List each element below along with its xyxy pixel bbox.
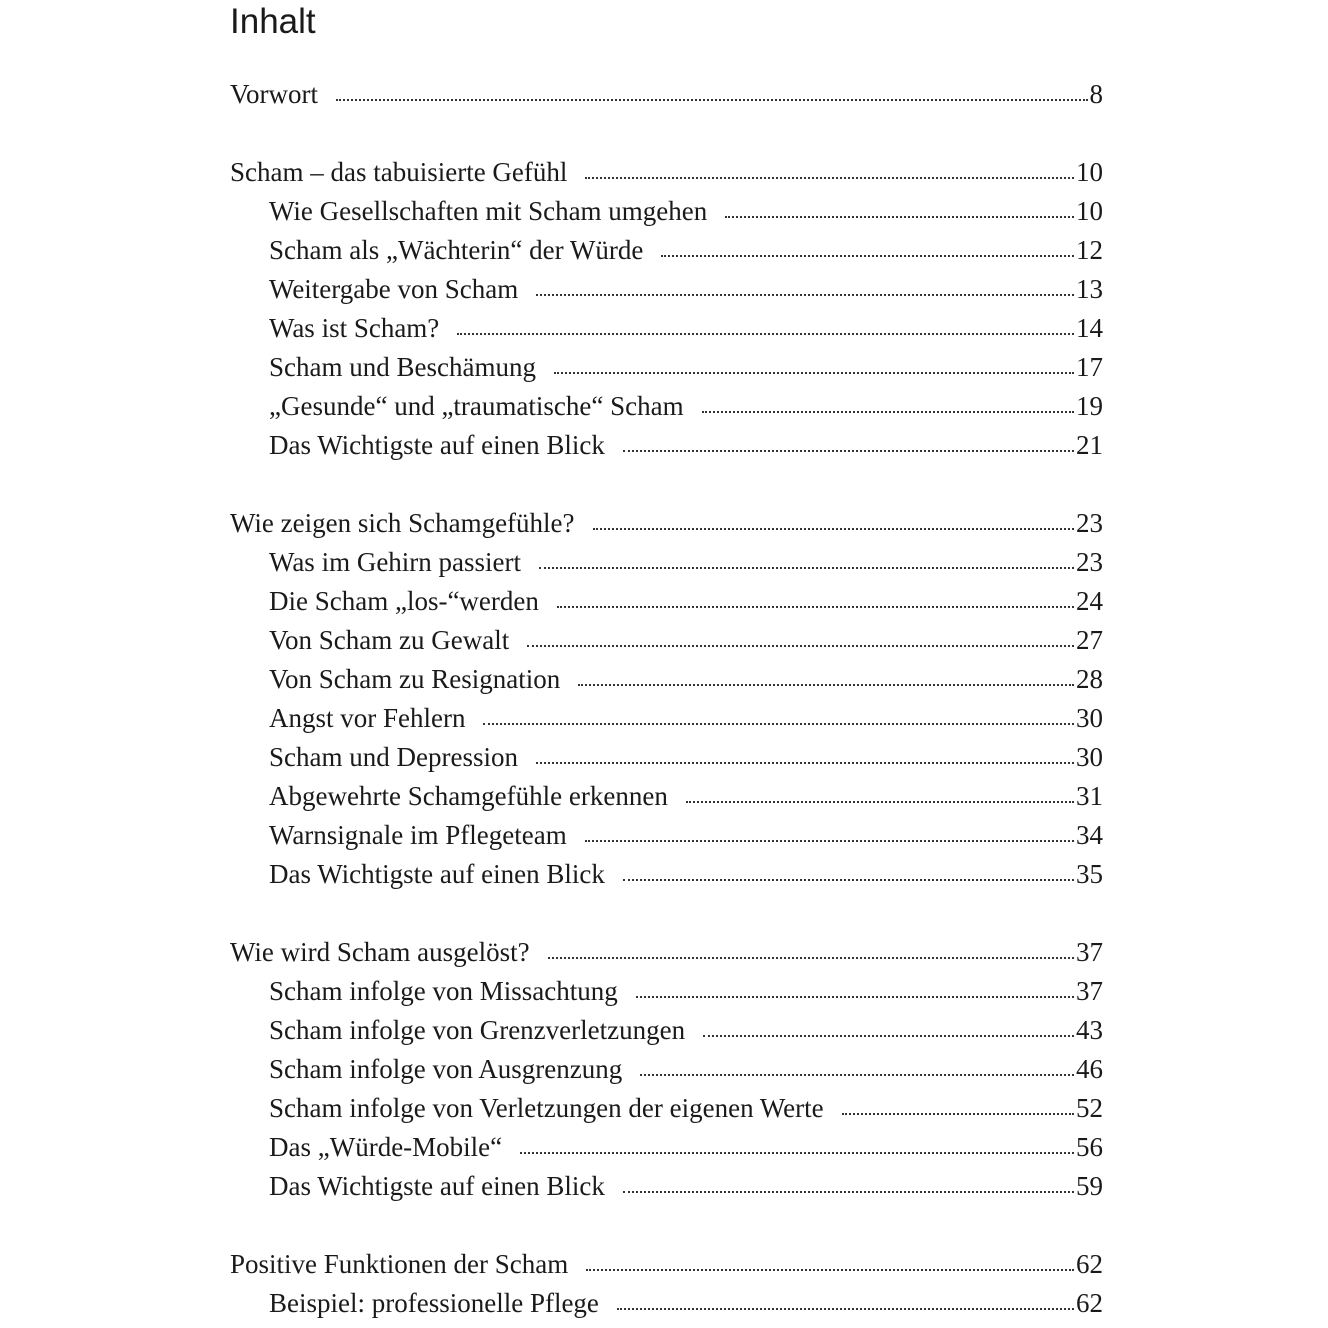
- dot-leader: [585, 175, 1074, 179]
- dot-leader: [623, 1189, 1074, 1193]
- toc-section-entry[interactable]: [230, 625, 1103, 664]
- dot-leader: [586, 1267, 1074, 1271]
- toc-page-number: 8: [1089, 79, 1103, 109]
- dot-leader: [702, 409, 1074, 413]
- toc-page-number: 37: [1076, 937, 1103, 967]
- toc-page-number: 30: [1076, 742, 1103, 772]
- dot-leader: [527, 643, 1074, 647]
- toc-section-entry[interactable]: [230, 742, 1103, 781]
- toc-page-number: 27: [1076, 625, 1103, 655]
- toc-section-entry[interactable]: [230, 781, 1103, 820]
- toc-section-entry[interactable]: [230, 703, 1103, 742]
- toc-entry-label: Das Wichtigste auf einen Blick: [269, 430, 605, 460]
- toc-page-number: 56: [1076, 1132, 1103, 1162]
- toc-page-number: 31: [1076, 781, 1103, 811]
- toc-chapter-entry[interactable]: [230, 508, 1103, 547]
- toc-section-entry[interactable]: [230, 1132, 1103, 1171]
- toc-page-number: 34: [1076, 820, 1103, 850]
- toc-entry-label: Warnsignale im Pflegeteam: [269, 820, 567, 850]
- toc-section-entry[interactable]: [230, 820, 1103, 859]
- toc-section-entry[interactable]: [230, 1015, 1103, 1054]
- dot-leader: [636, 994, 1074, 998]
- toc-entry-label: Beispiel: professionelle Pflege: [269, 1288, 599, 1318]
- toc-section-entry[interactable]: [230, 352, 1103, 391]
- toc-page-number: 23: [1076, 508, 1103, 538]
- toc-page-number: 37: [1076, 976, 1103, 1006]
- toc-entry-label: Scham infolge von Grenzverletzungen: [269, 1015, 686, 1045]
- toc-section-entry[interactable]: [230, 235, 1103, 274]
- toc-page-number: 35: [1076, 859, 1103, 889]
- dot-leader: [578, 682, 1074, 686]
- dot-leader: [703, 1033, 1074, 1037]
- toc-section-entry[interactable]: [230, 196, 1103, 235]
- dot-leader: [336, 97, 1087, 101]
- toc-page-number: 24: [1076, 586, 1103, 616]
- toc-entry-label: Von Scham zu Resignation: [269, 664, 561, 694]
- dot-leader: [539, 565, 1074, 569]
- toc-page-number: 52: [1076, 1093, 1103, 1123]
- toc-entry-label: Das Wichtigste auf einen Blick: [269, 859, 605, 889]
- toc-page-number: 28: [1076, 664, 1103, 694]
- toc-entry-label: Abgewehrte Schamgefühle erkennen: [269, 781, 668, 811]
- toc-page-number: 59: [1076, 1171, 1103, 1201]
- toc-section-entry[interactable]: [230, 1093, 1103, 1132]
- toc-page-number: 62: [1076, 1249, 1103, 1279]
- toc-entry-label: Das „Würde-Mobile“: [269, 1132, 503, 1162]
- toc-entry-label: Scham infolge von Verletzungen der eigenen Werte: [269, 1093, 824, 1123]
- toc-section-entry[interactable]: [230, 313, 1103, 352]
- toc-entry-label: Scham – das tabuisierte Gefühl: [230, 157, 568, 187]
- toc-page-number: 62: [1076, 1288, 1103, 1318]
- page-title: Inhalt: [230, 2, 316, 41]
- dot-leader: [520, 1150, 1074, 1154]
- toc-section-entry[interactable]: [230, 586, 1103, 625]
- toc-entry-label: Von Scham zu Gewalt: [269, 625, 510, 655]
- dot-leader: [536, 760, 1074, 764]
- toc-page-number: 10: [1076, 196, 1103, 226]
- dot-leader: [483, 721, 1074, 725]
- toc-entry-label: Weitergabe von Scham: [269, 274, 519, 304]
- toc-section-entry[interactable]: [230, 1171, 1103, 1210]
- toc-entry-label: „Gesunde“ und „traumatische“ Scham: [269, 391, 684, 421]
- toc-entry-label: Scham und Beschämung: [269, 352, 536, 382]
- toc-section-entry[interactable]: [230, 391, 1103, 430]
- toc-entry-label: Die Scham „los-“werden: [269, 586, 539, 616]
- toc-entry-label: Wie Gesellschaften mit Scham umgehen: [269, 196, 708, 226]
- toc-page-number: 30: [1076, 703, 1103, 733]
- dot-leader: [661, 253, 1074, 257]
- toc-entry-label: Was ist Scham?: [269, 313, 440, 343]
- dot-leader: [548, 955, 1074, 959]
- dot-leader: [725, 214, 1074, 218]
- toc-section-entry[interactable]: [230, 664, 1103, 703]
- toc-page-number: 13: [1076, 274, 1103, 304]
- toc-section-entry[interactable]: [230, 430, 1103, 469]
- toc-chapter-entry[interactable]: [230, 937, 1103, 976]
- dot-leader: [842, 1111, 1074, 1115]
- toc-page-number: 46: [1076, 1054, 1103, 1084]
- dot-leader: [623, 448, 1074, 452]
- toc-entry-label: Angst vor Fehlern: [269, 703, 466, 733]
- toc-section-entry[interactable]: [230, 976, 1103, 1015]
- toc-page-number: 43: [1076, 1015, 1103, 1045]
- dot-leader: [640, 1072, 1074, 1076]
- toc-entry-label: Scham und Depression: [269, 742, 518, 772]
- toc-section-entry[interactable]: [230, 859, 1103, 898]
- dot-leader: [593, 526, 1074, 530]
- toc-page-number: 17: [1076, 352, 1103, 382]
- toc-entry-label: Positive Funktionen der Scham: [230, 1249, 569, 1279]
- toc-entry-label: Wie zeigen sich Schamgefühle?: [230, 508, 575, 538]
- toc-entry-label: Das Wichtigste auf einen Blick: [269, 1171, 605, 1201]
- dot-leader: [557, 604, 1074, 608]
- toc-page-number: 23: [1076, 547, 1103, 577]
- toc-entry-label: Scham infolge von Missachtung: [269, 976, 618, 1006]
- toc-entry-label: Scham als „Wächterin“ der Würde: [269, 235, 644, 265]
- dot-leader: [457, 331, 1074, 335]
- toc-section-entry[interactable]: [230, 1288, 1103, 1327]
- dot-leader: [554, 370, 1074, 374]
- toc-page-number: 19: [1076, 391, 1103, 421]
- toc-chapter-entry[interactable]: [230, 1249, 1103, 1288]
- dot-leader: [617, 1306, 1074, 1310]
- toc-page-number: 10: [1076, 157, 1103, 187]
- toc-page-number: 12: [1076, 235, 1103, 265]
- toc-section-entry[interactable]: [230, 1054, 1103, 1093]
- toc-entry-label: Scham infolge von Ausgrenzung: [269, 1054, 623, 1084]
- toc-chapter-entry[interactable]: [230, 157, 1103, 196]
- dot-leader: [536, 292, 1074, 296]
- toc-entry-label: Was im Gehirn passiert: [269, 547, 522, 577]
- toc-entry-label: Vorwort: [230, 79, 319, 109]
- dot-leader: [585, 838, 1074, 842]
- dot-leader: [686, 799, 1074, 803]
- toc-entry-label: Wie wird Scham ausgelöst?: [230, 937, 530, 967]
- toc-page-number: 14: [1076, 313, 1103, 343]
- toc-section-entry[interactable]: [230, 274, 1103, 313]
- table-of-contents: [230, 79, 1103, 1327]
- dot-leader: [623, 877, 1074, 881]
- toc-chapter-entry[interactable]: [230, 79, 1103, 118]
- toc-section-entry[interactable]: [230, 547, 1103, 586]
- toc-page-number: 21: [1076, 430, 1103, 460]
